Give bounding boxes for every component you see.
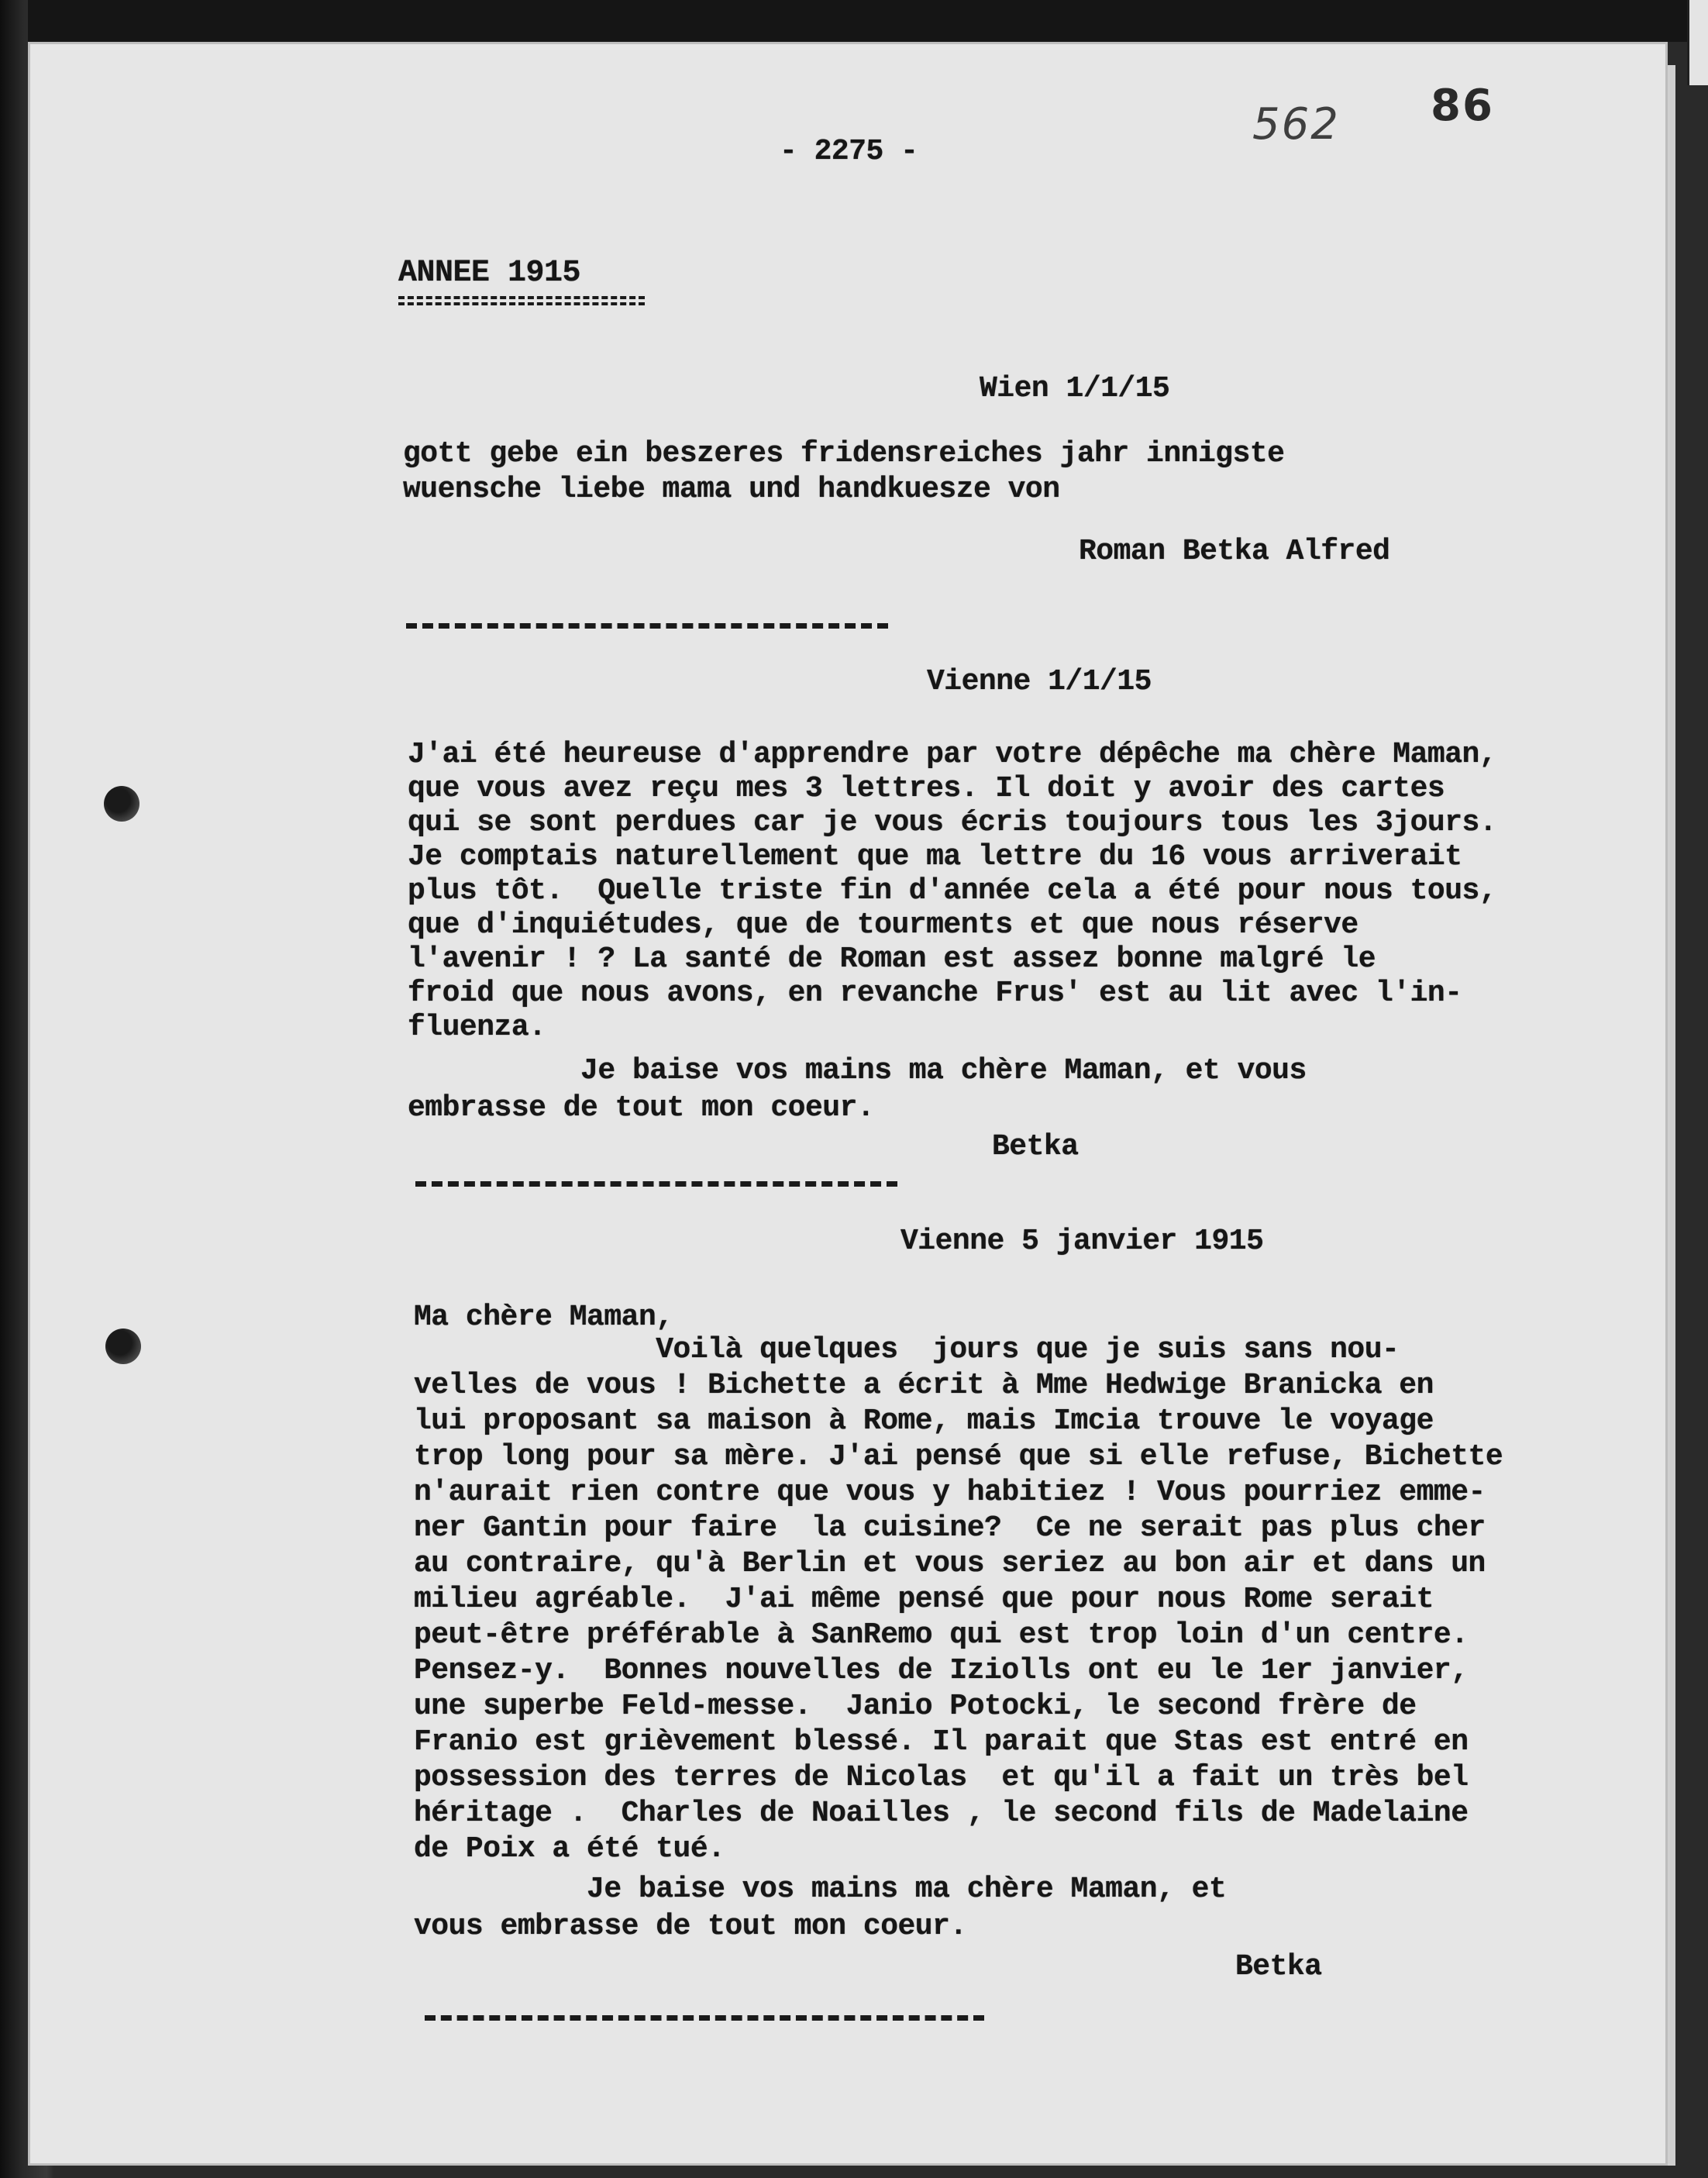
letter-2-line: Je baise vos mains ma chère Maman, et vous	[408, 1054, 1307, 1087]
letter-2-place-date: Vienne 1/1/15	[927, 665, 1152, 698]
letter-3-line: une superbe Feld-messe. Janio Potocki, le second frère de	[414, 1690, 1417, 1723]
letter-2-line: froid que nous avons, en revanche Frus' est au lit avec l'in-	[408, 977, 1462, 1010]
document-sheet	[28, 42, 1668, 2166]
letter-3-line: possession des terres de Nicolas et qu'il a fait un très bel	[414, 1761, 1469, 1794]
scan-edge-corner	[1687, 0, 1708, 85]
letter-3-line: ner Gantin pour faire la cuisine? Ce ne serait pas plus cher	[414, 1511, 1486, 1545]
archive-mark: 562	[1252, 99, 1340, 150]
letter-2-line: que vous avez reçu mes 3 lettres. Il doit y avoir des cartes	[408, 772, 1445, 805]
letter-2-line: que d'inquiétudes, que de tourments et que nous réserve	[408, 908, 1358, 942]
letter-3-line: n'aurait rien contre que vous y habitiez ! Vous pourriez emme-	[414, 1476, 1486, 1509]
letter-3-line: Pensez-y. Bonnes nouvelles de Iziolls ont eu le 1er janvier,	[414, 1654, 1469, 1687]
letter-2-line: Je comptais naturellement que ma lettre du 16 vous arriverait	[408, 840, 1462, 874]
letter-1-place-date: Wien 1/1/15	[980, 372, 1170, 405]
heading-underline	[398, 296, 645, 305]
letter-3-salutation: Ma chère Maman,	[414, 1301, 673, 1334]
letter-separator	[415, 1181, 897, 1187]
letter-3-line: Je baise vos mains ma chère Maman, et	[414, 1873, 1227, 1906]
punch-hole-lower	[105, 1329, 141, 1364]
letter-2-line: fluenza.	[408, 1011, 546, 1044]
letter-3-signature: Betka	[1235, 1950, 1322, 1983]
letter-3-line: au contraire, qu'à Berlin et vous seriez au bon air et dans un	[414, 1547, 1486, 1580]
letter-3-line: trop long pour sa mère. J'ai pensé que si elle refuse, Bichette	[414, 1440, 1503, 1473]
letter-3-line: milieu agréable. J'ai même pensé que pour nous Rome serait	[414, 1583, 1434, 1616]
letter-2-line: J'ai été heureuse d'apprendre par votre dépêche ma chère Maman,	[408, 738, 1497, 771]
letter-3-line: de Poix a été tué.	[414, 1832, 725, 1866]
letter-separator	[425, 2015, 984, 2021]
letter-1-line: gott gebe ein beszeres fridensreiches jahr innigste	[403, 437, 1285, 470]
letter-3-line: peut-être préférable à SanRemo qui est trop loin d'un centre.	[414, 1618, 1469, 1652]
letter-3-line: vous embrasse de tout mon coeur.	[414, 1910, 967, 1943]
letter-3-line: lui proposant sa maison à Rome, mais Imcia trouve le voyage	[414, 1404, 1434, 1438]
letter-3-place-date: Vienne 5 janvier 1915	[900, 1225, 1264, 1258]
letter-1-signature: Roman Betka Alfred	[1079, 535, 1390, 568]
letter-2-line: qui se sont perdues car je vous écris toujours tous les 3jours.	[408, 806, 1497, 839]
punch-hole-upper	[104, 786, 139, 822]
section-heading: ANNEE 1915	[398, 256, 581, 291]
page-number: - 2275 -	[780, 135, 918, 168]
letter-3-line: Voilà quelques jours que je suis sans nou-	[414, 1333, 1400, 1366]
letter-1-line: wuensche liebe mama und handkuesze von	[403, 473, 1060, 506]
letter-2-line: plus tôt. Quelle triste fin d'année cela a été pour nous tous,	[408, 874, 1497, 908]
letter-2-line: embrasse de tout mon coeur.	[408, 1091, 875, 1125]
letter-separator	[406, 623, 888, 629]
letter-2-line: l'avenir ! ? La santé de Roman est assez bonne malgré le	[408, 943, 1376, 976]
letter-3-line: Franio est grièvement blessé. Il parait que Stas est entré en	[414, 1725, 1469, 1759]
scan-edge-top	[28, 0, 1708, 42]
letter-3-line: velles de vous ! Bichette a écrit à Mme Hedwige Branicka en	[414, 1369, 1434, 1402]
letter-2-signature: Betka	[992, 1130, 1079, 1163]
folio-mark: 86	[1431, 81, 1494, 131]
letter-3-line: héritage . Charles de Noailles , le second fils de Madelaine	[414, 1797, 1469, 1830]
